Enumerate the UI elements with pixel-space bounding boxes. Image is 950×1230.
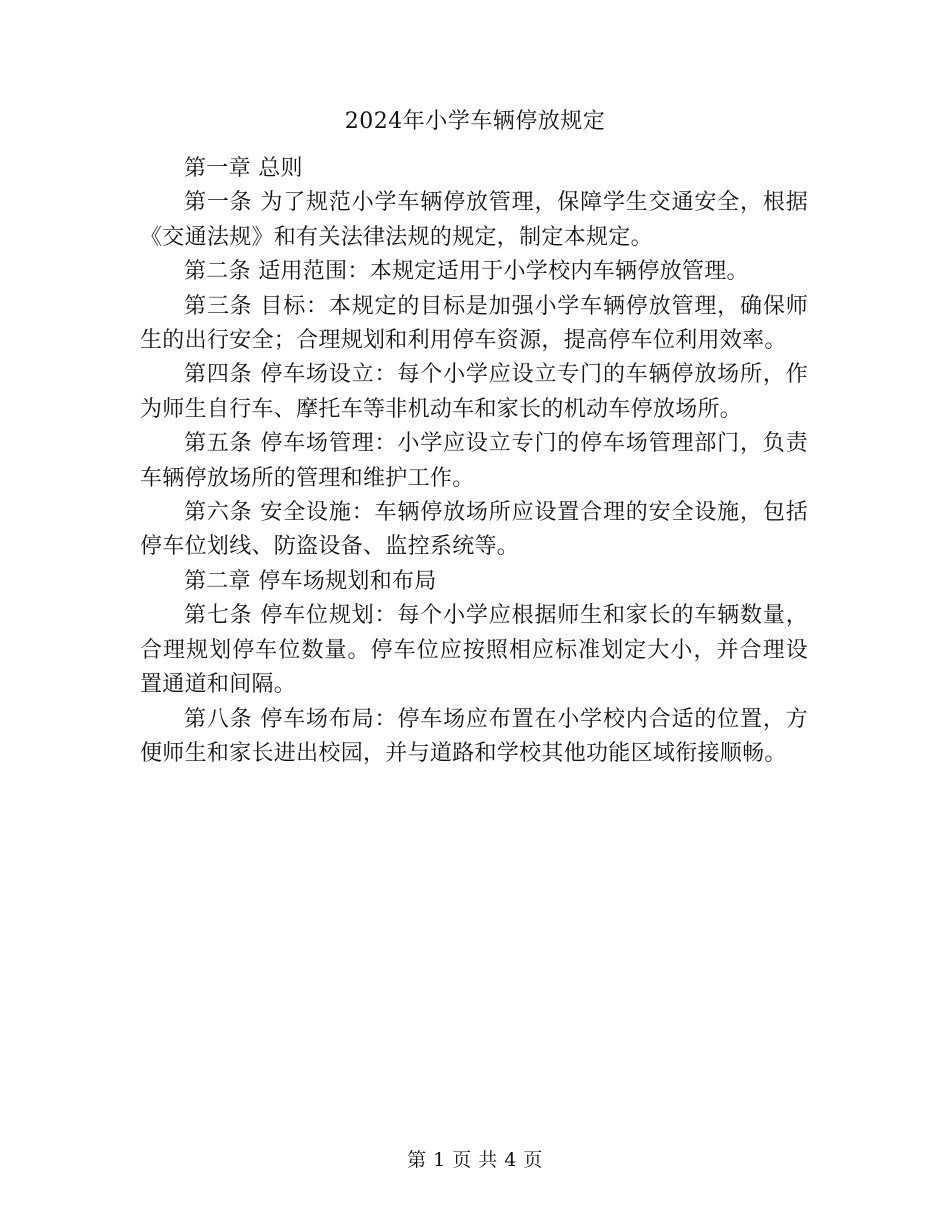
article-5: 第五条 停车场管理：小学应设立专门的停车场管理部门，负责车辆停放场所的管理和维护工作。 bbox=[140, 431, 808, 491]
article-4: 第四条 停车场设立：每个小学应设立专门的车辆停放场所，作为师生自行车、摩托车等非机动车和家长的机动车停放场所。 bbox=[140, 362, 808, 422]
page-footer: 第 1 页 共 4 页 bbox=[407, 1149, 543, 1171]
article-6: 第六条 安全设施：车辆停放场所应设置合理的安全设施，包括停车位划线、防盗设备、监控系统等。 bbox=[140, 500, 808, 560]
article-2: 第二条 适用范围：本规定适用于小学校内车辆停放管理。 bbox=[184, 259, 749, 285]
document-title: 2024年小学车辆停放规定 bbox=[344, 109, 606, 134]
article-7: 第七条 停车位规划：每个小学应根据师生和家长的车辆数量，合理规划停车位数量。停车位应按照相应标准划定大小，并合理设置通道和间隔。 bbox=[140, 603, 808, 698]
chapter-heading-1: 第一章 总则 bbox=[184, 156, 303, 181]
article-8: 第八条 停车场布局：停车场应布置在小学校内合适的位置，方便师生和家长进出校园，并与道路和学校其他功能区域衔接顺畅。 bbox=[140, 706, 808, 766]
chapter-heading-2: 第二章 停车场规划和布局 bbox=[184, 568, 437, 594]
document-body bbox=[140, 152, 808, 771]
article-3: 第三条 目标：本规定的目标是加强小学车辆停放管理，确保师生的出行安全；合理规划和利用停车资源，提高停车位利用效率。 bbox=[140, 293, 808, 354]
article-1: 第一条 为了规范小学车辆停放管理，保障学生交通安全，根据《交通法规》和有关法律法规的规定，制定本规定。 bbox=[140, 190, 808, 250]
